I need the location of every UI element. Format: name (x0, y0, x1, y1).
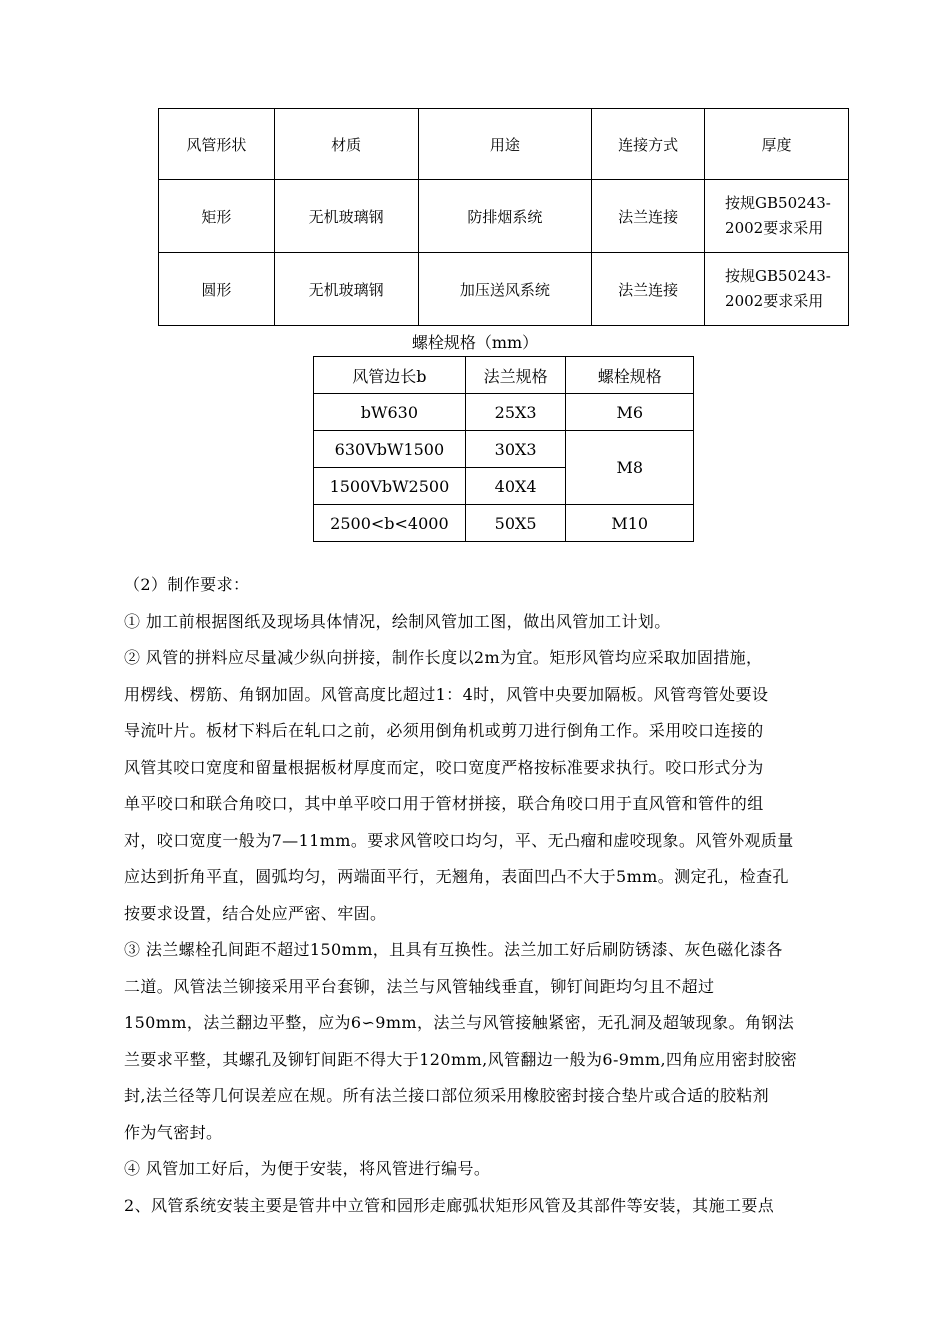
text-line: 导流叶片。板材下料后在轧口之前，必须用倒角机或剪刀进行倒角工作。采用咬口连接的 (124, 721, 764, 740)
bolt-table-caption: 螺栓规格（mm） (411, 333, 539, 352)
table-cell: 40X4 (465, 468, 566, 505)
header-cell: 用途 (418, 109, 592, 180)
text-line: 二道。风管法兰铆接采用平台套铆，法兰与风管轴线垂直，铆钉间距均匀且不超过 (124, 976, 715, 996)
table-header-row (314, 357, 694, 394)
table-row (314, 394, 694, 431)
text-line: （2）制作要求： (124, 575, 250, 594)
table-cell: M10 (566, 505, 694, 542)
text-line: 150mm，法兰翻边平整，应为6∽9mm，法兰与风管接触紧密，无孔洞及超皱现象。角钢法 (124, 1013, 795, 1032)
thickness-line: 按规GB50243- (725, 194, 831, 212)
table-cell: M8 (566, 431, 694, 505)
table-cell: 1500VbW2500 (314, 468, 466, 505)
text-line: ③ 法兰螺栓孔间距不超过150mm，且具有互换性。法兰加工好后刷防锈漆、灰色磁化漆各 (124, 940, 783, 959)
table-cell: 法兰连接 (592, 180, 705, 253)
text-line: 单平咬口和联合角咬口，其中单平咬口用于管材拼接，联合角咬口用于直风管和管件的组 (124, 794, 764, 813)
text-line: 应达到折角平直，圆弧均匀，两端面平行，无翘角，表面凹凸不大于5mm。测定孔，检查孔 (124, 867, 789, 886)
duct-spec-table (158, 108, 849, 326)
bolt-spec-table (313, 356, 694, 542)
text-line: 2、风管系统安装主要是管井中立管和园形走廊弧状矩形风管及其部件等安装，其施工要点 (124, 1195, 775, 1215)
text-line: 按要求设置，结合处应严密、牢固。 (124, 903, 387, 923)
text-line: 风管其咬口宽度和留量根据板材厚度而定，咬口宽度严格按标准要求执行。咬口形式分为 (124, 757, 764, 777)
table-cell: 加压送风系统 (418, 253, 592, 326)
table-header-row (159, 109, 849, 180)
table-cell: 30X3 (465, 431, 566, 468)
table-cell: 防排烟系统 (418, 180, 592, 253)
table-row (159, 180, 849, 253)
table-row (314, 505, 694, 542)
text-line: 封,法兰径等几何误差应在规。所有法兰接口部位须采用橡胶密封接合垫片或合适的胶粘剂 (124, 1086, 770, 1105)
text-line: 作为气密封。 (124, 1122, 223, 1142)
table-cell: 25X3 (465, 394, 566, 431)
table-row (314, 431, 694, 468)
text-line: ② 风管的拼料应尽量减少纵向拼接，制作长度以2m为宜。矩形风管均应采取加固措施， (124, 648, 763, 667)
table-cell: 2500<b<4000 (314, 505, 466, 542)
body-text (124, 567, 884, 1224)
header-cell: 厚度 (705, 109, 849, 180)
text-line: 兰要求平整，其螺孔及铆钉间距不得大于120mm,风管翻边一般为6-9mm,四角应用密封胶密 (124, 1049, 798, 1069)
header-cell: 螺栓规格 (566, 357, 694, 394)
table-cell: 圆形 (159, 253, 275, 326)
text-line: ④ 风管加工好后，为便于安装，将风管进行编号。 (124, 1159, 491, 1178)
table-cell: 法兰连接 (592, 253, 705, 326)
header-cell: 风管形状 (159, 109, 275, 180)
text-line: 对，咬口宽度一般为7—11mm。要求风管咬口均匀，平、无凸瘤和虚咬现象。风管外观质量 (124, 830, 794, 850)
table-cell: 矩形 (159, 180, 275, 253)
table-cell: 无机玻璃钢 (274, 253, 418, 326)
thickness-line: 2002要求采用 (725, 292, 824, 310)
table-row (159, 253, 849, 326)
header-cell: 法兰规格 (465, 357, 566, 394)
header-cell: 材质 (274, 109, 418, 180)
table-cell: 50X5 (465, 505, 566, 542)
table-cell: M6 (566, 394, 694, 431)
table-cell: bW630 (314, 394, 466, 431)
thickness-cell (705, 253, 849, 326)
text-line: ① 加工前根据图纸及现场具体情况，绘制风管加工图，做出风管加工计划。 (124, 611, 671, 631)
thickness-line: 按规GB50243- (725, 267, 831, 285)
header-cell: 风管边长b (314, 357, 466, 394)
thickness-cell (705, 180, 849, 253)
header-cell: 连接方式 (592, 109, 705, 180)
table-cell: 630VbW1500 (314, 431, 466, 468)
table-cell: 无机玻璃钢 (274, 180, 418, 253)
text-line: 用楞线、楞筋、角钢加固。风管高度比超过1：4时，风管中央要加隔板。风管弯管处要设 (124, 684, 769, 704)
thickness-line: 2002要求采用 (725, 219, 824, 237)
